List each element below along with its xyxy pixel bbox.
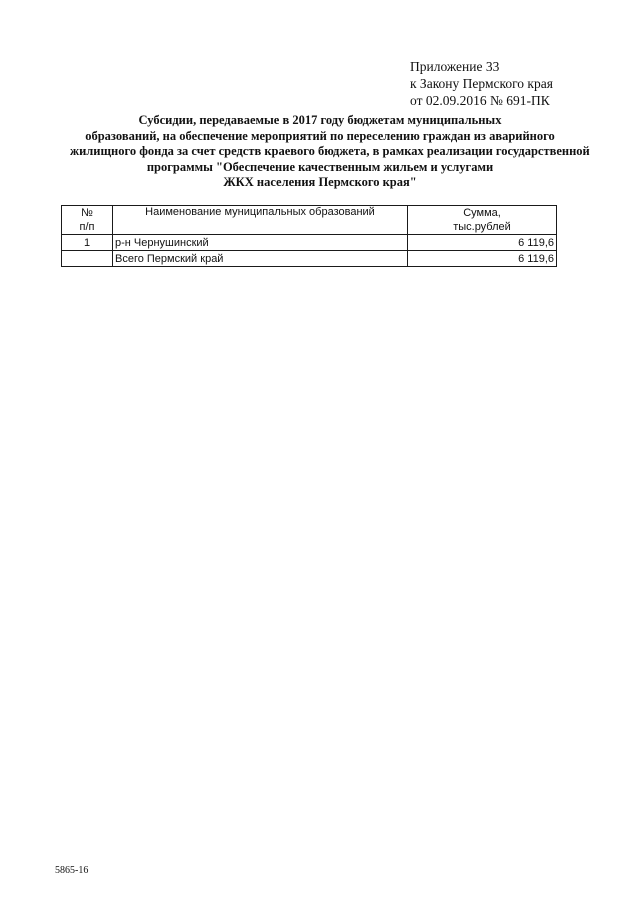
header-number (62, 206, 113, 235)
header-sum (408, 206, 557, 235)
title-line-4: программы "Обеспечение качественным жильем и услугами (146, 159, 494, 174)
header-name: Наименование муниципальных образований (113, 206, 408, 235)
row-municipality: р-н Чернушинский (113, 235, 408, 251)
table-header-row (62, 206, 557, 235)
title-line-5: ЖКХ населения Пермского края" (223, 175, 417, 189)
table-total-row (62, 251, 557, 267)
header-number-sign: № (81, 207, 93, 219)
title-line-3: жилищного фонда за счет средств краевого бюджета, в рамках реализации государственной (70, 144, 590, 158)
document-title (70, 113, 590, 191)
appendix-date: от 02.09.2016 № 691-ПК (410, 93, 550, 108)
document-code: 5865-16 (55, 865, 89, 876)
header-sum-unit: тыс.рублей (453, 221, 511, 233)
total-sum: 6 119,6 (408, 251, 557, 267)
total-label: Всего Пермский край (113, 251, 408, 267)
table-row (62, 235, 557, 251)
header-sum-label: Сумма, (463, 207, 501, 219)
title-line-2: образований, на обеспечение мероприятий по переселению граждан из аварийного (85, 128, 555, 143)
title-line-1: Субсидии, передаваемые в 2017 году бюджетам муниципальных (138, 113, 502, 127)
row-sum: 6 119,6 (408, 235, 557, 251)
total-number (62, 251, 113, 267)
appendix-number: Приложение 33 (410, 59, 500, 74)
appendix-law: к Закону Пермского края (410, 76, 553, 91)
appendix-reference (410, 58, 553, 109)
subsidies-table (61, 205, 557, 267)
header-number-pp: п/п (79, 221, 95, 233)
row-number: 1 (62, 235, 113, 251)
